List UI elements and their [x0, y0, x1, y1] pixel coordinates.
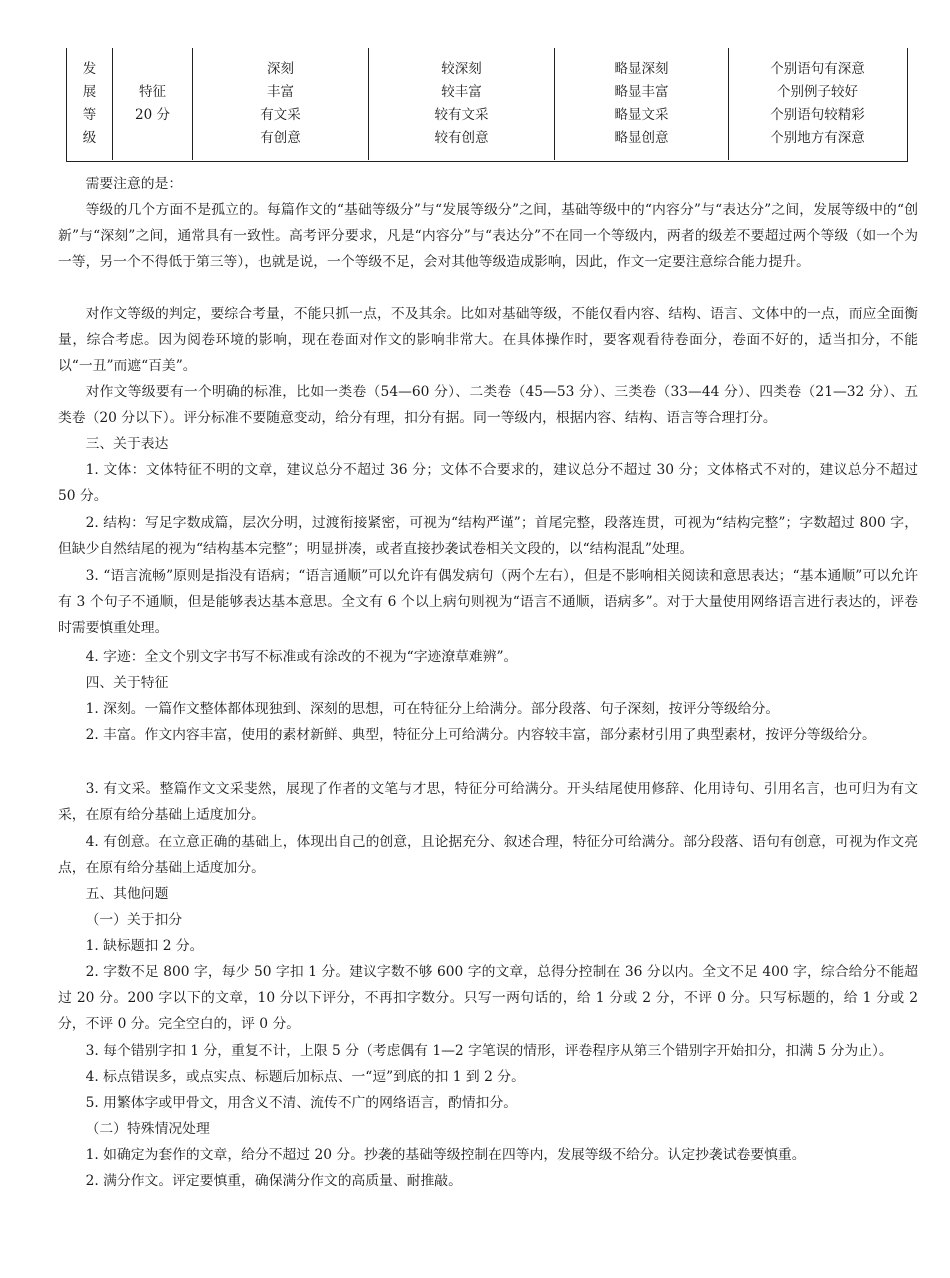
list-item: 2. 丰富。作文内容丰富，使用的素材新鲜、典型，特征分上可给满分。内容较丰富，部分素材引用了典型素材，按评分等级给分。 [85, 727, 876, 743]
rubric-level-1-cell [193, 48, 369, 160]
list-item: 4. 标点错误多，或点实点、标题后加标点、一“逗”到底的扣 1 到 2 分。 [85, 1069, 525, 1085]
level-item: 个别地方有深意 [770, 130, 865, 146]
section-heading: 四、关于特征 [85, 675, 169, 691]
list-item: 1. 深刻。一篇作文整体都体现独到、深刻的思想，可在特征分上给满分。部分段落、句子深刻，按评分等级给分。 [85, 701, 780, 717]
level-item: 略显创意 [614, 130, 669, 146]
level-item: 略显文采 [614, 107, 669, 123]
level-item: 较有文采 [434, 107, 489, 123]
list-item: 2. 满分作文。评定要慎重，确保满分作文的高质量、耐推敲。 [85, 1173, 462, 1189]
level-item: 丰富 [267, 84, 294, 100]
list-item: 1. 缺标题扣 2 分。 [85, 938, 204, 954]
level-item: 略显深刻 [614, 61, 669, 77]
paragraph: 等级的几个方面不是孤立的。每篇作文的“基础等级分”与“发展等级分”之间，基础等级中的“内容分”与“表达分”之间，发展等级中的“创新”与“深刻”之间，通常具有一致性。高考评分要求，凡是“内容分”与“表达分”不在同一个等级内，两者的级差不要超过两个等级（如一个为一等，另一个不得低于第三等），也就是说，一个等级不足，会对其他等级造成影响，因此，作文一定要注意综合能力提升。 [58, 202, 918, 270]
level-item: 略显丰富 [614, 84, 669, 100]
note-intro: 需要注意的是： [85, 176, 183, 192]
list-item: 3. 每个错别字扣 1 分，重复不计，上限 5 分（考虑偶有 1—2 字笔误的情形，评卷程序从第三个错别字开始扣分，扣满 5 分为止）。 [85, 1043, 893, 1059]
level-item: 较丰富 [441, 84, 482, 100]
paragraph: 对作文等级的判定，要综合考量，不能只抓一点，不及其余。比如对基础等级，不能仅看内容、结构、语言、文体中的一点，而应全面衡量，综合考虑。因为阅卷环境的影响，现在卷面对作文的影响非常大。在具体操作时，要客观看待卷面分，卷面不好的，适当扣分，不能以“一丑”而遮“百美”。 [58, 306, 918, 374]
list-item: 1. 如确定为套作的文章，给分不超过 20 分。抄袭的基础等级控制在四等内，发展等级不给分。认定抄袭试卷要慎重。 [85, 1147, 806, 1163]
rubric-feature-cell [113, 48, 193, 160]
rubric-category-cell [67, 48, 113, 160]
list-item: 5. 用繁体字或甲骨文，用含义不清、流传不广的网络语言，酌情扣分。 [85, 1095, 518, 1111]
category-char: 发 [82, 61, 97, 77]
level-item: 较深刻 [441, 61, 482, 77]
list-item: 1. 文体：文体特征不明的文章，建议总分不超过 36 分；文体不合要求的，建议总分不超过 30 分；文体格式不对的，建议总分不超过 50 分。 [58, 462, 918, 504]
category-char: 级 [82, 130, 97, 146]
rubric-table [66, 48, 908, 162]
list-item: 4. 有创意。在立意正确的基础上，体现出自己的创意，且论据充分、叙述合理，特征分可给满分。部分段落、语句有创意，可视为作文亮点，在原有给分基础上适度加分。 [58, 834, 918, 876]
paragraph: 对作文等级要有一个明确的标准，比如一类卷（54—60 分）、二类卷（45—53 分）、三类卷（33—44 分）、四类卷（21—32 分）、五类卷（20 分以下）。评分标准不要随意变动，给分有理，扣分有据。同一等级内，根据内容、结构、语言等合理打分。 [58, 384, 918, 426]
list-item: 2. 字数不足 800 字，每少 50 字扣 1 分。建议字数不够 600 字的文章，总得分控制在 36 分以内。全文不足 400 字，综合给分不能超过 20 分。200 字以下的文章，10 分以下评分，不再扣字数分。只写一两句话的，给 1 分或 2 分，不评 0 分。只写标题的，给 1 分或 2 分，不评 0 分。完全空白的，评 0 分。 [58, 964, 918, 1032]
level-item: 深刻 [267, 61, 294, 77]
subsection-heading: （二）特殊情况处理 [85, 1121, 210, 1137]
category-char: 等 [82, 107, 97, 123]
level-item: 个别例子较好 [777, 84, 858, 100]
list-item: 3. 有文采。整篇作文文采斐然，展现了作者的文笔与才思，特征分可给满分。开头结尾使用修辞、化用诗句、引用名言，也可归为有文采，在原有给分基础上适度加分。 [58, 781, 918, 823]
level-item: 个别语句较精彩 [770, 107, 865, 123]
subsection-heading: （一）关于扣分 [85, 912, 183, 928]
section-heading: 三、关于表达 [85, 436, 169, 452]
feature-points: 20 分 [135, 107, 170, 123]
list-item: 3. “语言流畅”原则是指没有语病；“语言通顺”可以允许有偶发病句（两个左右），但是不影响相关阅读和意思表达；“基本通顺”可以允许有 3 个句子不通顺，但是能够表达基本意思。全文有 6 个以上病句则视为“语言不通顺，语病多”。对于大量使用网络语言进行表达的，评卷时需要慎重处理。 [58, 568, 918, 636]
list-item: 2. 结构：写足字数成篇，层次分明，过渡衔接紧密，可视为“结构严谨”；首尾完整，段落连贯，可视为“结构完整”；字数超过 800 字，但缺少自然结尾的视为“结构基本完整”；明显拼凑，或者直接抄袭试卷相关文段的，以“结构混乱”处理。 [58, 515, 918, 557]
level-item: 有创意 [260, 130, 301, 146]
section-heading: 五、其他问题 [85, 886, 169, 902]
level-item: 个别语句有深意 [770, 61, 865, 77]
level-item: 有文采 [260, 107, 301, 123]
feature-label: 特征 [139, 84, 166, 100]
level-item: 较有创意 [434, 130, 489, 146]
category-char: 展 [82, 84, 97, 100]
rubric-level-2-cell [369, 48, 555, 160]
list-item: 4. 字迹：全文个别文字书写不标准或有涂改的不视为“字迹潦草难辨”。 [85, 649, 518, 665]
rubric-level-4-cell [729, 48, 906, 160]
rubric-level-3-cell [555, 48, 729, 160]
